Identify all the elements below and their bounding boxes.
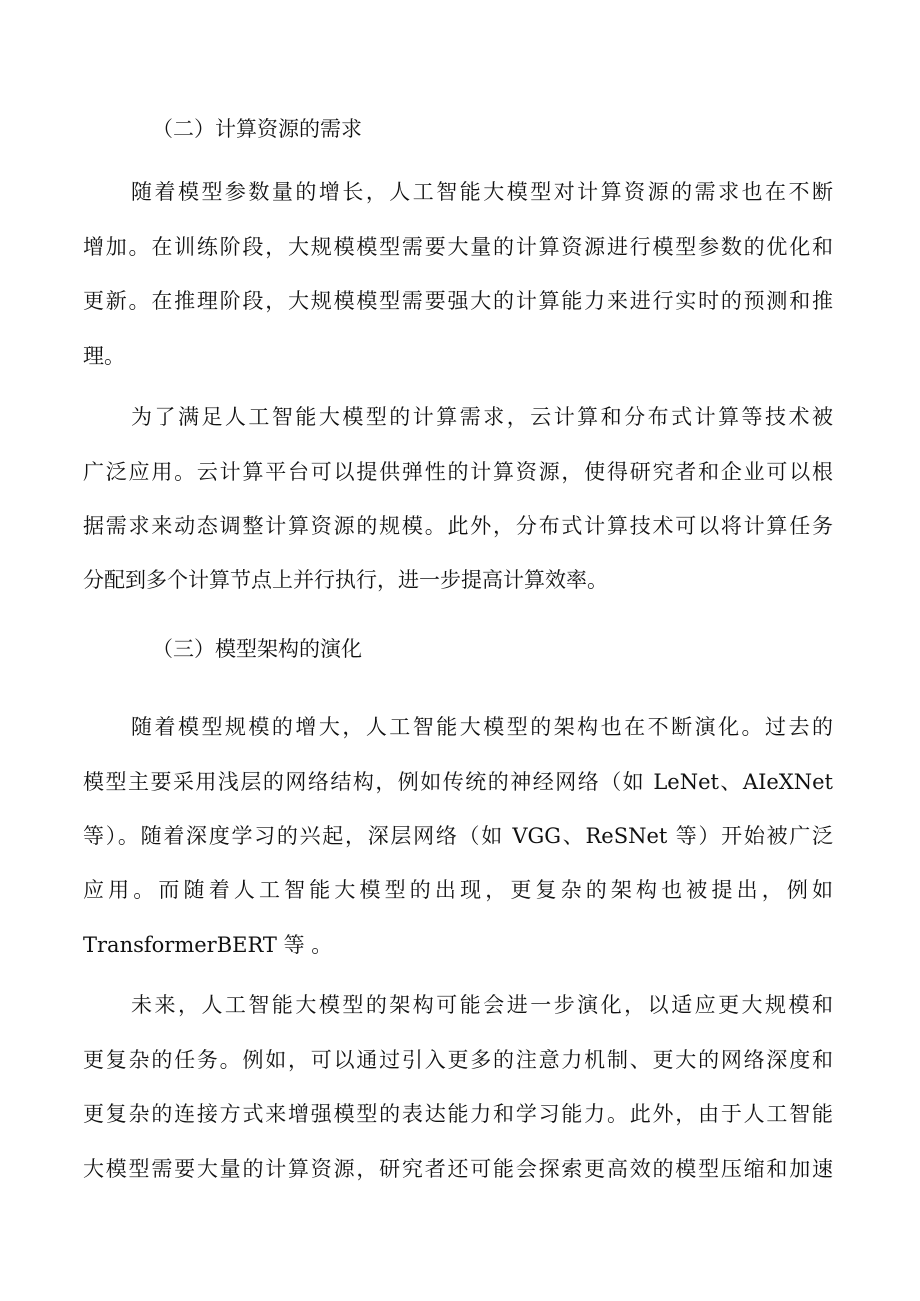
paragraph-line: 更复杂的连接方式来增强模型的表达能力和学习能力。此外，由于人工智能 xyxy=(83,1102,833,1126)
paragraph-line: 据需求来动态调整计算资源的规模。此外，分布式计算技术可以将计算任务 xyxy=(83,514,833,538)
paragraph-line: 广泛应用。云计算平台可以提供弹性的计算资源，使得研究者和企业可以根 xyxy=(83,460,833,484)
paragraph-line: 随着模型参数量的增长，人工智能大模型对计算资源的需求也在不断 xyxy=(131,180,833,204)
paragraph-line: 随着模型规模的增大，人工智能大模型的架构也在不断演化。过去的 xyxy=(131,715,833,739)
paragraph-line: TransformerBERT 等 。 xyxy=(83,933,333,957)
paragraph-line: 更新。在推理阶段，大规模模型需要强大的计算能力来进行实时的预测和推 xyxy=(83,289,833,313)
paragraph-line: 等）。随着深度学习的兴起，深层网络（如 VGG、ReSNet 等）开始被广泛 xyxy=(83,824,833,848)
paragraph-line: 为了满足人工智能大模型的计算需求，云计算和分布式计算等技术被 xyxy=(131,405,833,429)
paragraph-line: 更复杂的任务。例如，可以通过引入更多的注意力机制、更大的网络深度和 xyxy=(83,1048,833,1072)
paragraph-line: 模型主要采用浅层的网络结构，例如传统的神经网络（如 LeNet、AIeXNet xyxy=(83,770,833,794)
paragraph-line: 理。 xyxy=(83,344,125,368)
paragraph-line: 应用。而随着人工智能大模型的出现，更复杂的架构也被提出，例如 xyxy=(83,878,833,902)
section-heading-compute: （二）计算资源的需求 xyxy=(152,117,362,141)
paragraph-line: 分配到多个计算节点上并行执行，进一步提高计算效率。 xyxy=(83,568,608,592)
paragraph-line: 未来，人工智能大模型的架构可能会进一步演化，以适应更大规模和 xyxy=(131,993,833,1017)
paragraph-line: 大模型需要大量的计算资源，研究者还可能会探索更高效的模型压缩和加速 xyxy=(83,1157,833,1181)
section-heading-architecture: （三）模型架构的演化 xyxy=(152,637,362,661)
paragraph-line: 增加。在训练阶段，大规模模型需要大量的计算资源进行模型参数的优化和 xyxy=(83,235,833,259)
